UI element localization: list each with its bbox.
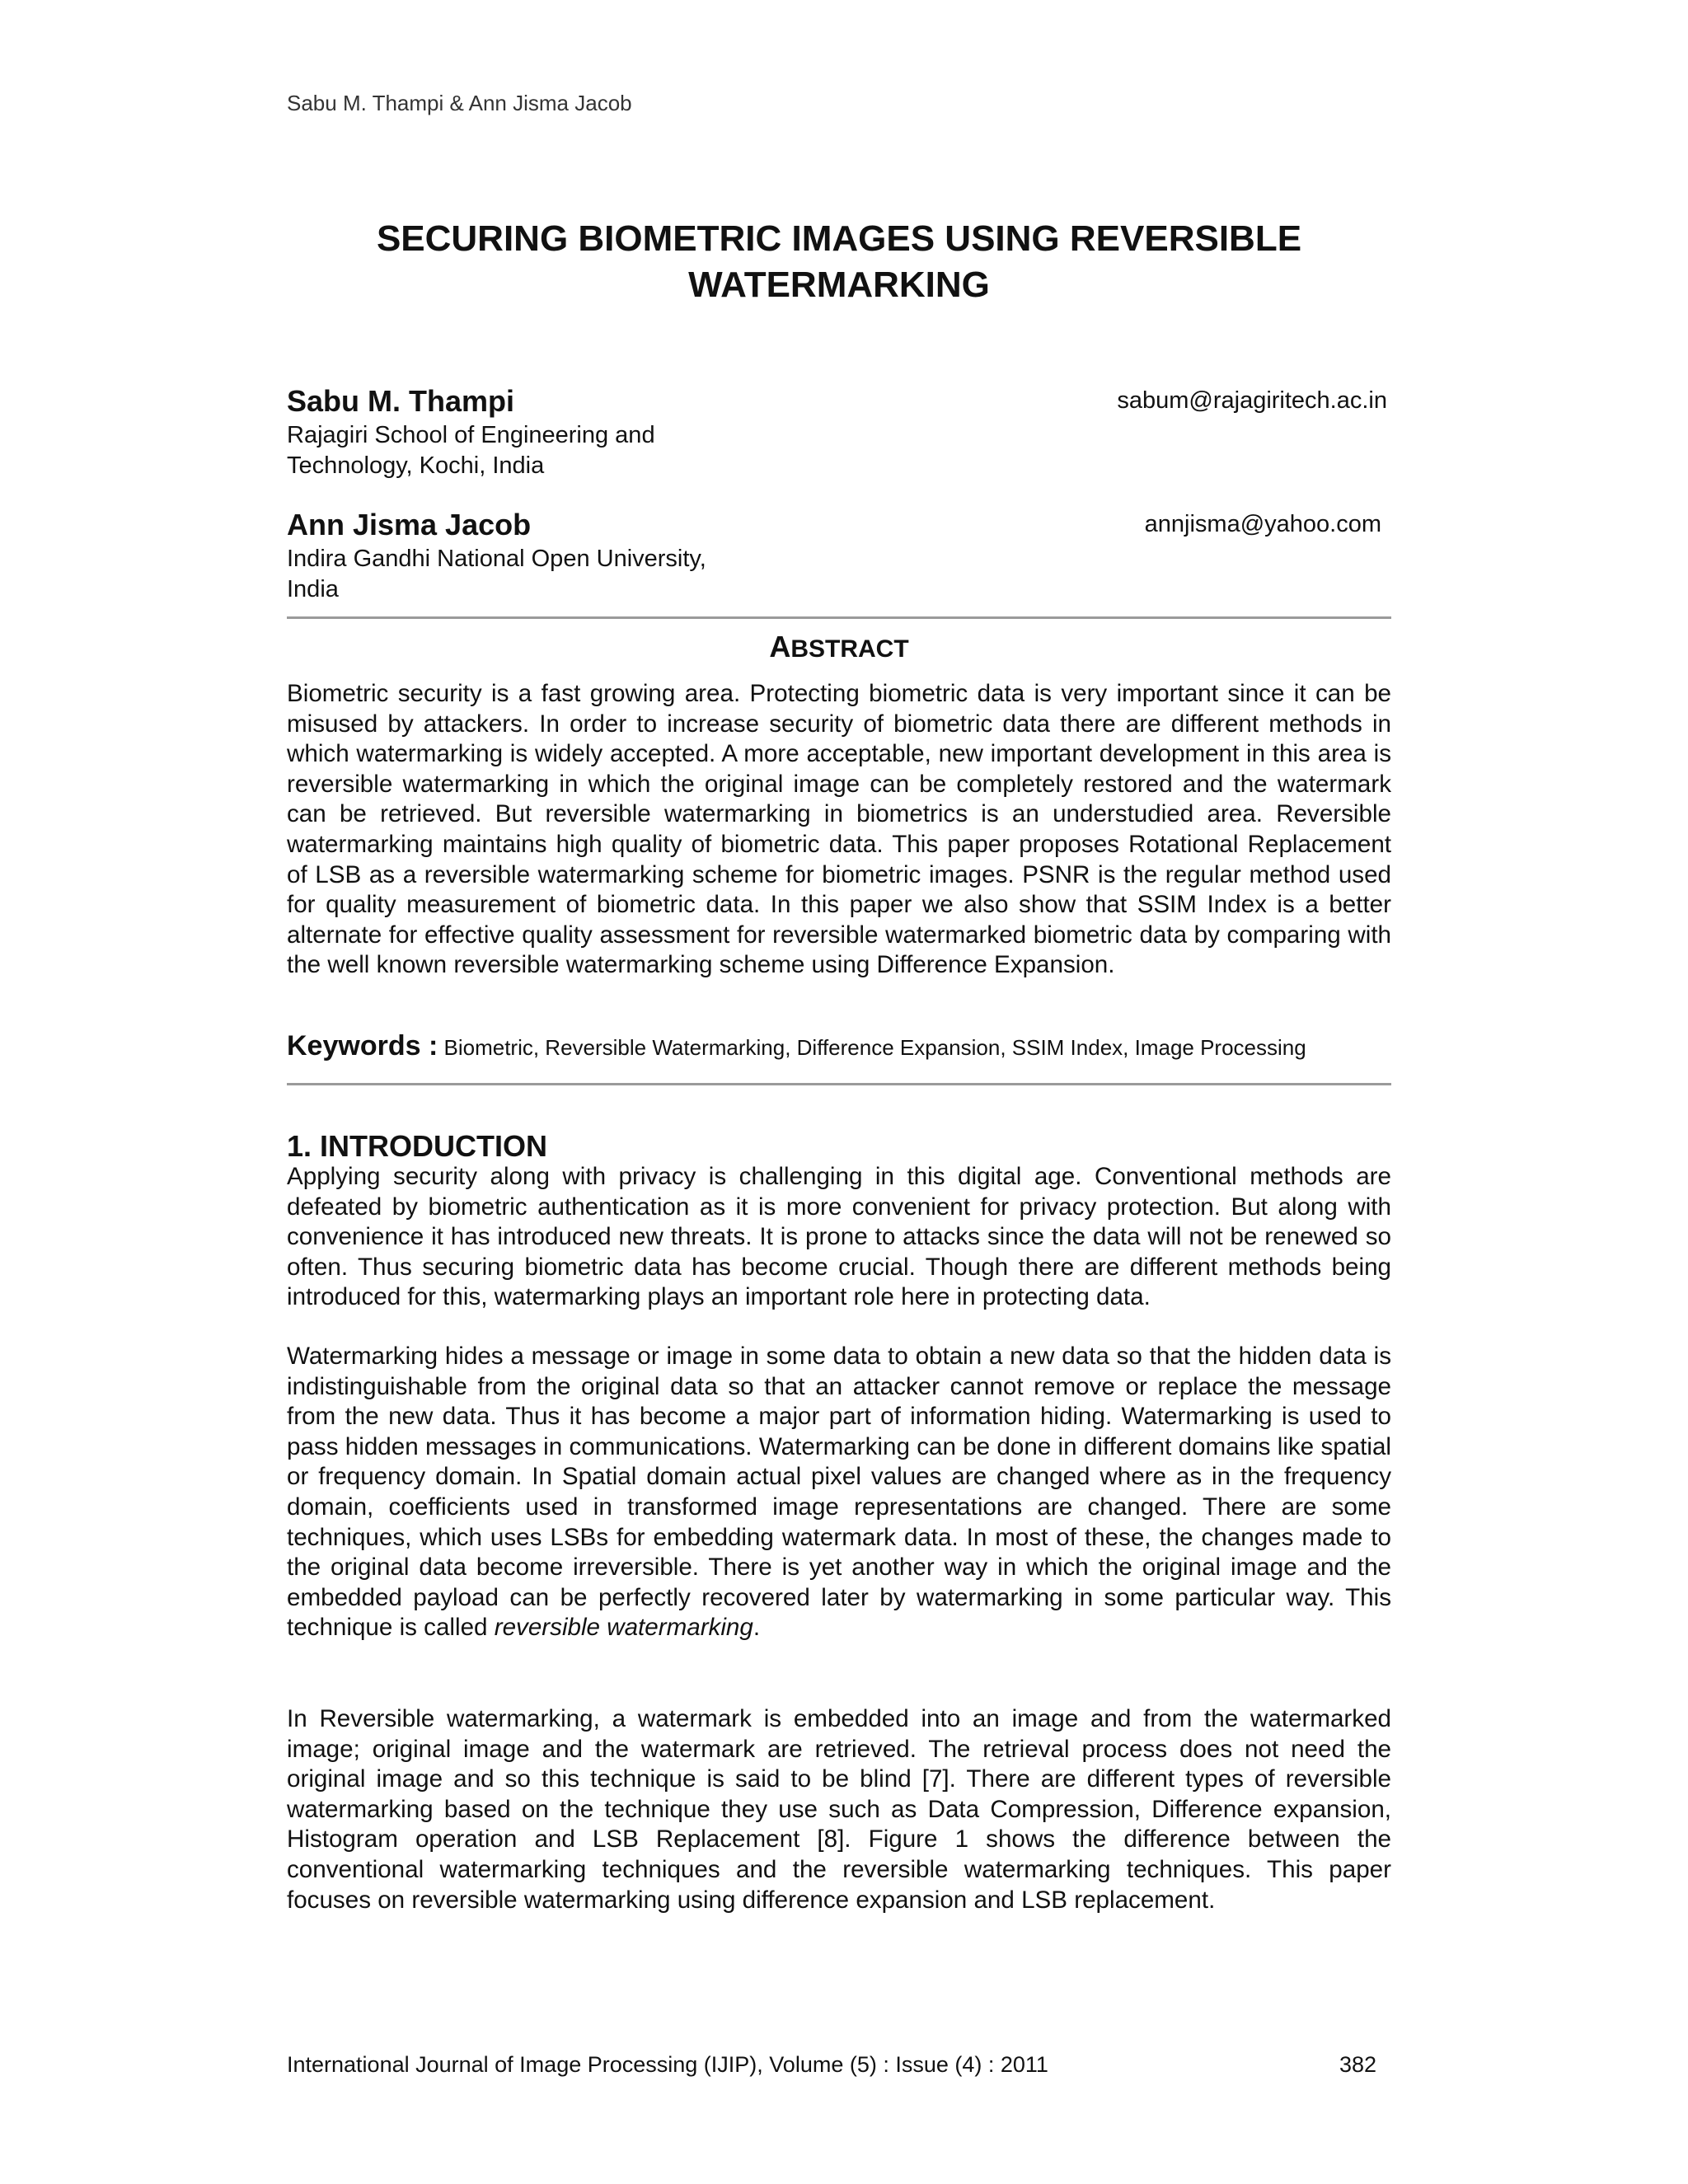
abstract-text: Biometric security is a fast growing area. Protecting biometric data is very important since it can be misused by attackers. In order to increase security of biometric data there are different methods in which watermarking is widely accepted. A more acceptable, new important development in this area is reversible watermarking in which the original image can be completely restored and the watermark can be retrieved. But reversible watermarking in biometrics is an understudied area. Reversible watermarking maintains high quality of biometric data. This paper proposes Rotational Replacement of LSB as a reversible watermarking scheme for biometric images. PSNR is the regular method used for quality measurement of biometric data. In this paper we also show that SSIM Index is a better alternate for effective quality assessment for reversible watermarked biometric data by comparing with the well known reversible watermarking scheme using Difference Expansion. [287, 680, 1391, 979]
title-line-2: WATERMARKING [688, 265, 990, 305]
keywords-text: Biometric, Reversible Watermarking, Difference Expansion, SSIM Index, Image Processing [443, 1035, 1306, 1060]
bottom-divider [287, 1083, 1391, 1085]
author-1-name: Sabu M. Thampi [287, 384, 515, 418]
title-line-1: SECURING BIOMETRIC IMAGES USING REVERSIBLE [376, 218, 1302, 259]
keywords-label: Keywords : [287, 1030, 438, 1062]
author-1-email: sabum@rajagiritech.ac.in [1117, 387, 1387, 414]
author-2-affiliation-line-2: India [287, 576, 339, 602]
running-head: Sabu M. Thampi & Ann Jisma Jacob [287, 91, 632, 115]
keywords [287, 1030, 1408, 1062]
introduction-heading: 1. INTRODUCTION [287, 1129, 548, 1163]
top-divider [287, 616, 1391, 619]
abstract-heading-initial: A [769, 630, 791, 663]
footer-journal: International Journal of Image Processing (IJIP), Volume (5) : Issue (4) : 2011 [287, 2052, 1048, 2077]
introduction-paragraph-2 [287, 1342, 1391, 1643]
introduction-paragraph-2-end: . [753, 1614, 761, 1642]
author-1-affiliation-line-1: Rajagiri School of Engineering and [287, 422, 655, 448]
introduction-paragraph-3: In Reversible watermarking, a watermark is embedded into an image and from the watermarked image; original image and the watermark are retrieved. The retrieval process does not need the original image and so this technique is said to be blind [7]. There are different types of reversible watermarking based on the technique they use such as Data Compression, Difference expansion, Histogram operation and LSB Replacement [8]. Figure 1 shows the difference between the conventional watermarking techniques and the reversible watermarking techniques. This paper focuses on reversible watermarking using difference expansion and LSB replacement. [287, 1705, 1391, 1914]
author-2-affiliation [287, 544, 706, 605]
author-2-email: annjisma@yahoo.com [1144, 511, 1381, 537]
introduction-paragraph-2-italic: reversible watermarking [494, 1614, 753, 1642]
author-2-name: Ann Jisma Jacob [287, 508, 532, 541]
author-2-affiliation-line-1: Indira Gandhi National Open University, [287, 546, 706, 572]
introduction-paragraph-1: Applying security along with privacy is challenging in this digital age. Conventional methods are defeated by biometric authentication as it is more convenient for privacy protection. But along with convenience it has introduced new threats. It is prone to attacks since the data will not be renewed so often. Thus securing biometric data has become crucial. Though there are different methods being introduced for this, watermarking plays an important role here in protecting data. [287, 1163, 1391, 1311]
author-1-affiliation [287, 420, 655, 481]
abstract-heading-rest: BSTRACT [790, 635, 909, 663]
paper-title [287, 216, 1391, 308]
footer-page-number: 382 [1339, 2052, 1377, 2077]
introduction-paragraph-2-text: Watermarking hides a message or image in some data to obtain a new data so that the hidden data is indistinguishable from the original data so that an attacker cannot remove or replace the message from the new data. Thus it has become a major part of information hiding. Watermarking is used to pass hidden messages in communications. Watermarking can be done in different domains like spatial or frequency domain. In Spatial domain actual pixel values are changed where as in the frequency domain, coefficients used in transformed image representations are changed. There are some techniques, which uses LSBs for embedding watermark data. In most of these, the changes made to the original data become irreversible. There is yet another way in which the original image and the embedded payload can be perfectly recovered later by watermarking in some particular way. This technique is called [287, 1343, 1391, 1642]
author-1-affiliation-line-2: Technology, Kochi, India [287, 452, 545, 479]
abstract-heading [287, 630, 1391, 664]
